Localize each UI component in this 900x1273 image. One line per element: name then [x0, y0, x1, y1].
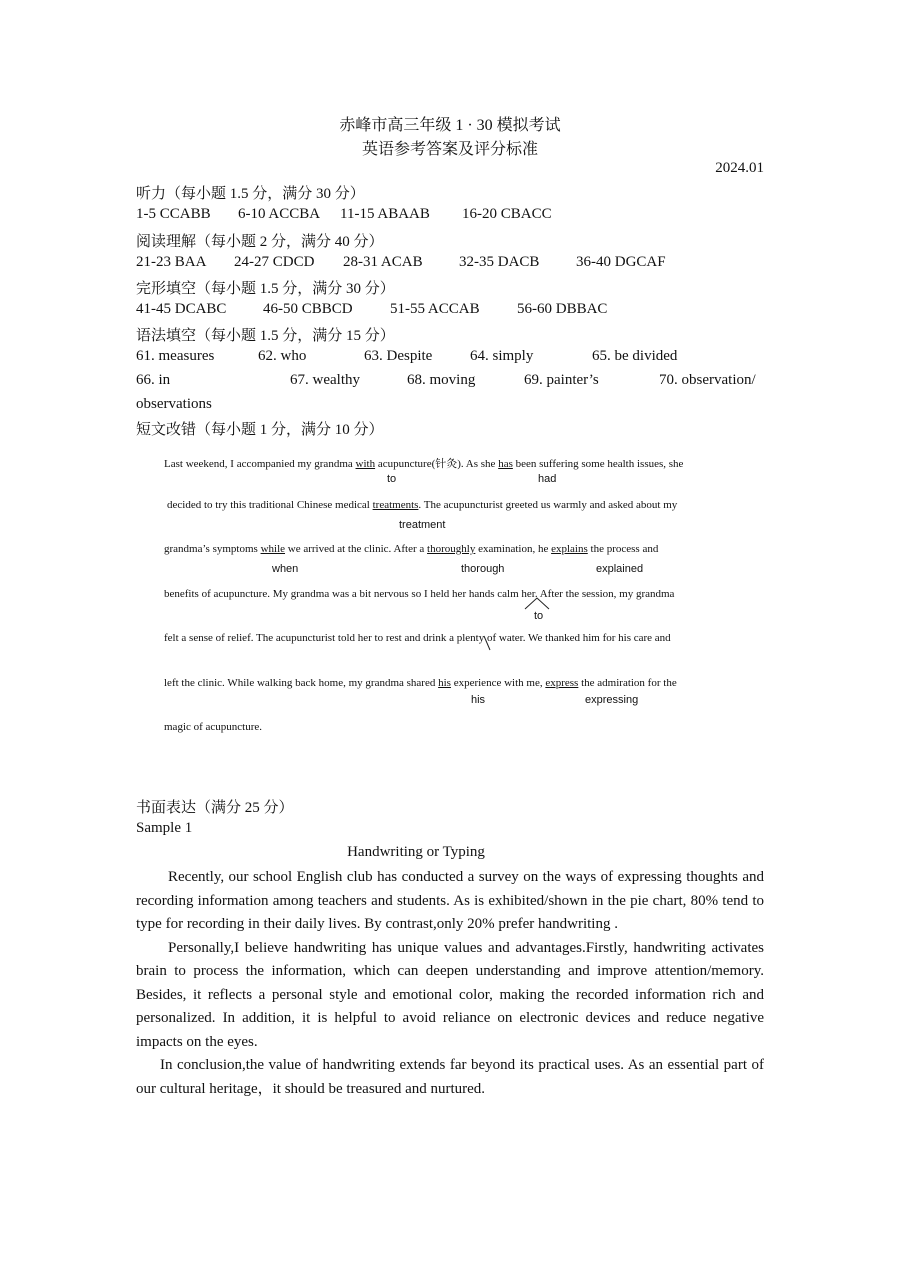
essay-paragraph: Personally,I believe handwriting has unique values and advantages.Firstly, handwriting activates brain to process the information, which can deepen understanding and improve attention/memory. Besides, it reflects a personal style and emotional color, making the recorded information rich and personalized. In addition, it is helpful to avoid reliance on electronic devices and reduce negative impacts on the eyes. — [136, 939, 764, 1050]
ec-line-4: benefits of acupuncture. My grandma was a bit nervous so I held her hands calm her. After the session, my grandma — [164, 588, 675, 600]
reading-heading: 阅读理解（每小题 2 分，满分 40 分） — [136, 234, 384, 250]
grammar-answers-row3: observations — [136, 396, 212, 412]
ec-text: the admiration for the — [578, 677, 677, 689]
exam-subtitle: 英语参考答案及评分标准 — [361, 141, 538, 158]
ec-line-2 — [167, 499, 767, 511]
ec-correction: expressing — [585, 694, 639, 706]
ec-error-word: his — [438, 677, 451, 689]
ec-text: Last weekend, I accompanied my grandma — [164, 458, 356, 470]
ec-text: examination, he — [475, 543, 552, 555]
ec-correction: thorough — [461, 563, 505, 575]
answer-item: 67. wealthy — [290, 372, 360, 388]
ec-text: left the clinic. While walking back home, my grandma shared — [164, 677, 439, 689]
ec-text: been suffering some health issues, she — [512, 458, 684, 470]
ec-text: grandma’s symptoms — [164, 543, 261, 555]
ec-correction: treatment — [399, 519, 446, 531]
listening-answers — [136, 206, 552, 223]
ec-line-6 — [164, 677, 764, 689]
ec-text: we arrived at the clinic. After a — [285, 543, 428, 555]
ec-text: experience with me, — [450, 677, 546, 689]
ec-error-word: with — [355, 458, 376, 470]
answer-item: 62. who — [258, 348, 307, 364]
ec-error-word: treatments — [372, 499, 419, 511]
answer-item: 64. simply — [470, 348, 534, 364]
ec-text: acupuncture(针灸). As she — [375, 458, 499, 470]
grammar-heading: 语法填空（每小题 1.5 分，满分 15 分） — [136, 328, 395, 344]
ec-text: . The acupuncturist greeted us warmly and asked about my — [418, 499, 678, 511]
answer-item: 69. painter’s — [524, 372, 599, 388]
cloze-heading: 完形填空（每小题 1.5 分，满分 30 分） — [136, 281, 395, 297]
ec-line-7: magic of acupuncture. — [164, 721, 263, 733]
answer-group: 24-27 CDCD — [234, 254, 315, 270]
answer-item: 61. measures — [136, 348, 215, 364]
ec-error-word: has — [498, 458, 513, 470]
answer-group: 21-23 BAA — [136, 254, 207, 270]
answer-group: 46-50 CBBCD — [263, 301, 353, 317]
answer-item: 66. in — [136, 372, 171, 388]
ec-error-word: explains — [551, 543, 588, 555]
answer-group: 36-40 DGCAF — [576, 254, 666, 270]
grammar-answers-row2 — [136, 372, 756, 389]
ec-correction: had — [538, 473, 557, 485]
exam-date: 2024.01 — [715, 160, 764, 176]
delete-slash-icon — [483, 635, 491, 651]
ec-text: decided to try this traditional Chinese medical — [167, 499, 373, 511]
ec-error-word: express — [545, 677, 579, 689]
insert-caret-icon — [524, 596, 550, 610]
ec-line-5: felt a sense of relief. The acupuncturist told her to rest and drink a plenty of water. We thanked him for his care and — [164, 632, 671, 644]
ec-correction: to — [534, 610, 544, 622]
writing-heading: 书面表达（满分 25 分） — [136, 800, 294, 816]
answer-item: 70. observation/ — [659, 372, 756, 388]
ec-line-3 — [164, 543, 764, 555]
answer-group: 1-5 CCABB — [136, 206, 211, 222]
ec-correction: his — [471, 694, 486, 706]
ec-correction: to — [387, 473, 397, 485]
answer-group: 32-35 DACB — [459, 254, 540, 270]
answer-group: 51-55 ACCAB — [390, 301, 480, 317]
answer-group: 56-60 DBBAC — [517, 301, 608, 317]
error-correction-heading: 短文改错（每小题 1 分，满分 10 分） — [136, 422, 384, 438]
answer-item: 63. Despite — [364, 348, 433, 364]
ec-error-word: while — [260, 543, 286, 555]
essay-title: Handwriting or Typing — [347, 844, 485, 860]
ec-line-1 — [164, 455, 764, 471]
answer-group: 11-15 ABAAB — [340, 206, 430, 222]
essay-paragraph: In conclusion,the value of handwriting extends far beyond its practical uses. As an essential part of our cultural heritage，it should be treasured and nurtured. — [136, 1057, 764, 1097]
answer-item: 65. be divided — [592, 348, 678, 364]
sample-label: Sample 1 — [136, 820, 193, 836]
ec-text: the process and — [587, 543, 659, 555]
exam-title: 赤峰市高三年级 1 · 30 模拟考试 — [339, 117, 561, 134]
answer-item: 68. moving — [407, 372, 476, 388]
ec-correction: explained — [596, 563, 644, 575]
ec-correction: when — [272, 563, 299, 575]
grammar-answers-row1 — [136, 348, 677, 365]
essay-body — [136, 866, 764, 1101]
answer-group: 28-31 ACAB — [343, 254, 423, 270]
ec-error-word: thoroughly — [427, 543, 476, 555]
answer-group: 41-45 DCABC — [136, 301, 227, 317]
essay-paragraph: Recently, our school English club has conducted a survey on the ways of expressing thoughts and recording information among teachers and students. As is exhibited/shown in the pie chart, 80% tend to type for recording in their daily lives. By contrast,only 20% prefer handwriting . — [136, 869, 764, 932]
cloze-answers — [136, 301, 607, 318]
answer-group: 16-20 CBACC — [462, 206, 552, 222]
answer-group: 6-10 ACCBA — [238, 206, 321, 222]
reading-answers — [136, 254, 666, 271]
listening-heading: 听力（每小题 1.5 分，满分 30 分） — [136, 186, 365, 202]
